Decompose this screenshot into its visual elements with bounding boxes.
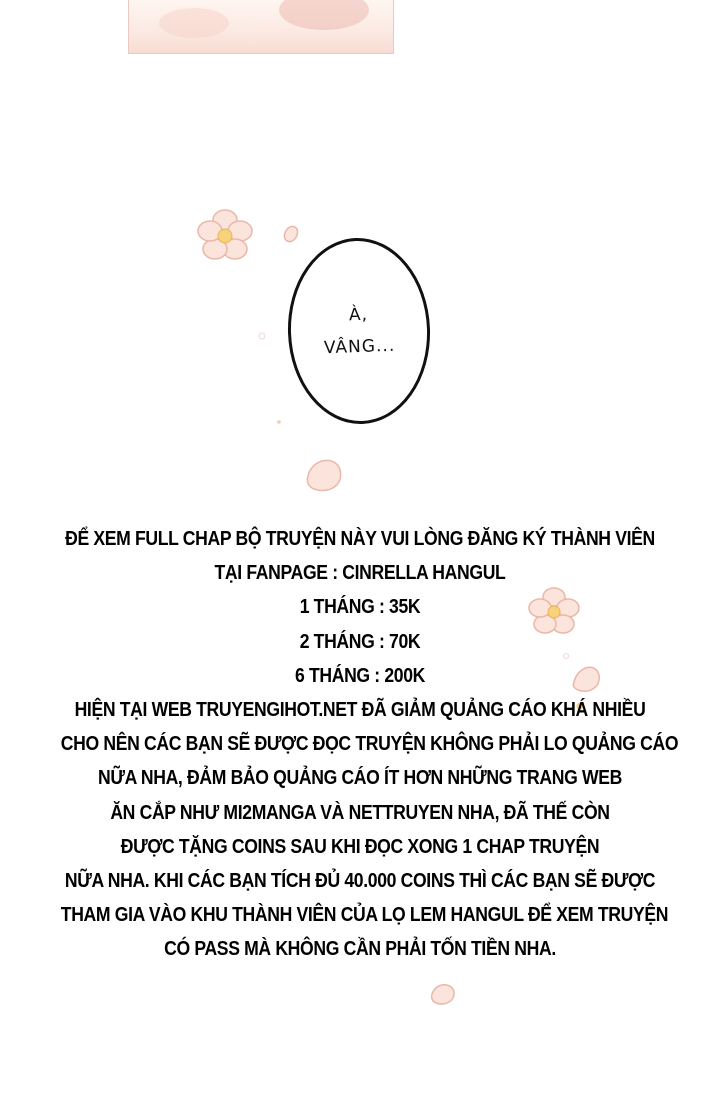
notice-line: ĐƯỢC TẶNG COINS SAU KHI ĐỌC XONG 1 CHAP TRUYỆN (120, 835, 600, 858)
notice-line: 6 THÁNG : 200K (294, 664, 426, 687)
notice-line: NỮA NHA, ĐẢM BẢO QUẢNG CÁO ÍT HƠN NHỮNG TRANG WEB (98, 767, 622, 790)
petal-icon (307, 460, 340, 490)
notice-line: ĐỂ XEM FULL CHAP BỘ TRUYỆN NÀY VUI LÒNG ĐĂNG KÝ THÀNH VIÊN (65, 528, 655, 550)
petal-icon (432, 985, 454, 1004)
notice-line: TẠI FANPAGE : CINRELLA HANGUL (214, 562, 506, 585)
notice-line: 2 THÁNG : 70K (299, 630, 421, 653)
flower-icon (198, 210, 252, 259)
notice-line: THAM GIA VÀO KHU THÀNH VIÊN CỦA LỌ LEM HANGUL ĐỂ XEM TRUYỆN (60, 904, 669, 927)
notice-line: HIỆN TẠI WEB TRUYENGIHOT.NET ĐÃ GIẢM QUẢNG CÁO KHÁ NHIỀU (74, 699, 646, 722)
notice-line: CHO NÊN CÁC BẠN SẼ ĐƯỢC ĐỌC TRUYỆN KHÔNG PHẢI LO QUẢNG CÁO (60, 733, 679, 756)
membership-notice (20, 522, 700, 967)
notice-line: CÓ PASS MÀ KHÔNG CẦN PHẢI TỐN TIỀN NHA. (164, 938, 556, 961)
notice-line: 1 THÁNG : 35K (299, 596, 421, 619)
notice-line: NỮA NHA. KHI CÁC BẠN TÍCH ĐỦ 40.000 COINS THÌ CÁC BẠN SẼ ĐƯỢC (64, 870, 656, 893)
speech-line: À, (348, 304, 369, 326)
notice-line: ĂN CẮP NHƯ MI2MANGA VÀ NETTRUYEN NHA, ĐÃ THẾ CÒN (110, 801, 610, 824)
speech-line: VÂNG... (323, 335, 396, 359)
